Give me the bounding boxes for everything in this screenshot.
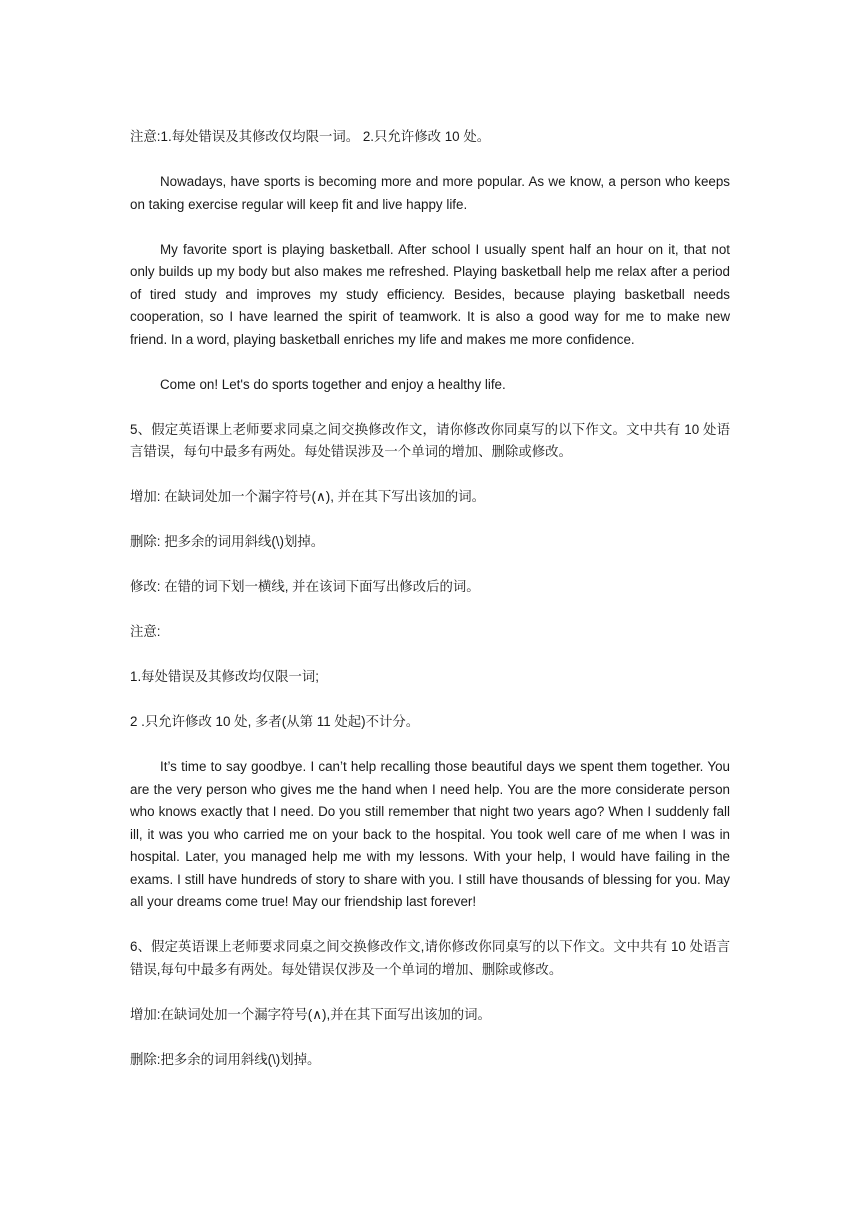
essay-2-paragraph: It’s time to say goodbye. I can’t help recalling those beautiful days we spent them together. You are the very person who gives me the hand when I need help. You are the more considerate person who knows exactly that I need. Do you still remember that night two years ago? When I suddenly fall ill, it was you who carried me on your back to the hospital. You took well care of me when I was in hospital. Later, you managed help me with my lessons. With your help, I would have failing in the exams. I still have hundreds of story to share with you. I still have thousands of blessing for you. May all your dreams come true! May our friendship last forever! bbox=[130, 759, 730, 909]
essay-1-paragraph-1: Nowadays, have sports is becoming more and more popular. As we know, a person who keeps on taking exercise regular will keep fit and live happy life. bbox=[130, 174, 730, 212]
note-heading: 注意: bbox=[130, 624, 161, 639]
essay-1-paragraph-2: My favorite sport is playing basketball. After school I usually spent half an hour on it, that not only builds up my body but also makes me refreshed. Playing basketball help me relax after a period of tired study and improves my study efficiency. Besides, because playing basketball needs cooperation, so I have learned the spirit of teamwork. It is also a good way for me to make new friend. In a word, playing basketball enriches my life and makes me more confidence. bbox=[130, 241, 730, 347]
rule-delete-6: 删除:把多余的词用斜线(\)划掉。 bbox=[130, 1051, 321, 1067]
question-5-instructions: 5、假定英语课上老师要求同桌之间交换修改作文，请你修改你同桌写的以下作文。文中共有 10 处语言错误，每句中最多有两处。每处错误涉及一个单词的增加、删除或修改。 bbox=[130, 421, 730, 459]
note-limits: 注意:1.每处错误及其修改仅均限一词。 2.只允许修改 10 处。 bbox=[130, 129, 491, 144]
rule-add-6: 增加:在缺词处加一个漏字符号(∧),并在其下面写出该加的词。 bbox=[130, 1006, 491, 1022]
question-6-instructions: 6、假定英语课上老师要求同桌之间交换修改作文,请你修改你同桌写的以下作文。文中共有 10 处语言错误,每句中最多有两处。每处错误仅涉及一个单词的增加、删除或修改。 bbox=[130, 939, 730, 977]
document-page bbox=[130, 126, 730, 1071]
note-item-2: 2 .只允许修改 10 处, 多者(从第 11 处起)不计分。 bbox=[130, 714, 420, 729]
rule-delete: 删除: 把多余的词用斜线(\)划掉。 bbox=[130, 534, 325, 549]
note-item-1: 1.每处错误及其修改均仅限一词; bbox=[130, 669, 319, 684]
rule-modify: 修改: 在错的词下划一横线, 并在该词下面写出修改后的词。 bbox=[130, 579, 480, 594]
essay-1-paragraph-3: Come on! Let's do sports together and enjoy a healthy life. bbox=[160, 376, 506, 392]
rule-add: 增加: 在缺词处加一个漏字符号(∧), 并在其下写出该加的词。 bbox=[130, 489, 485, 504]
